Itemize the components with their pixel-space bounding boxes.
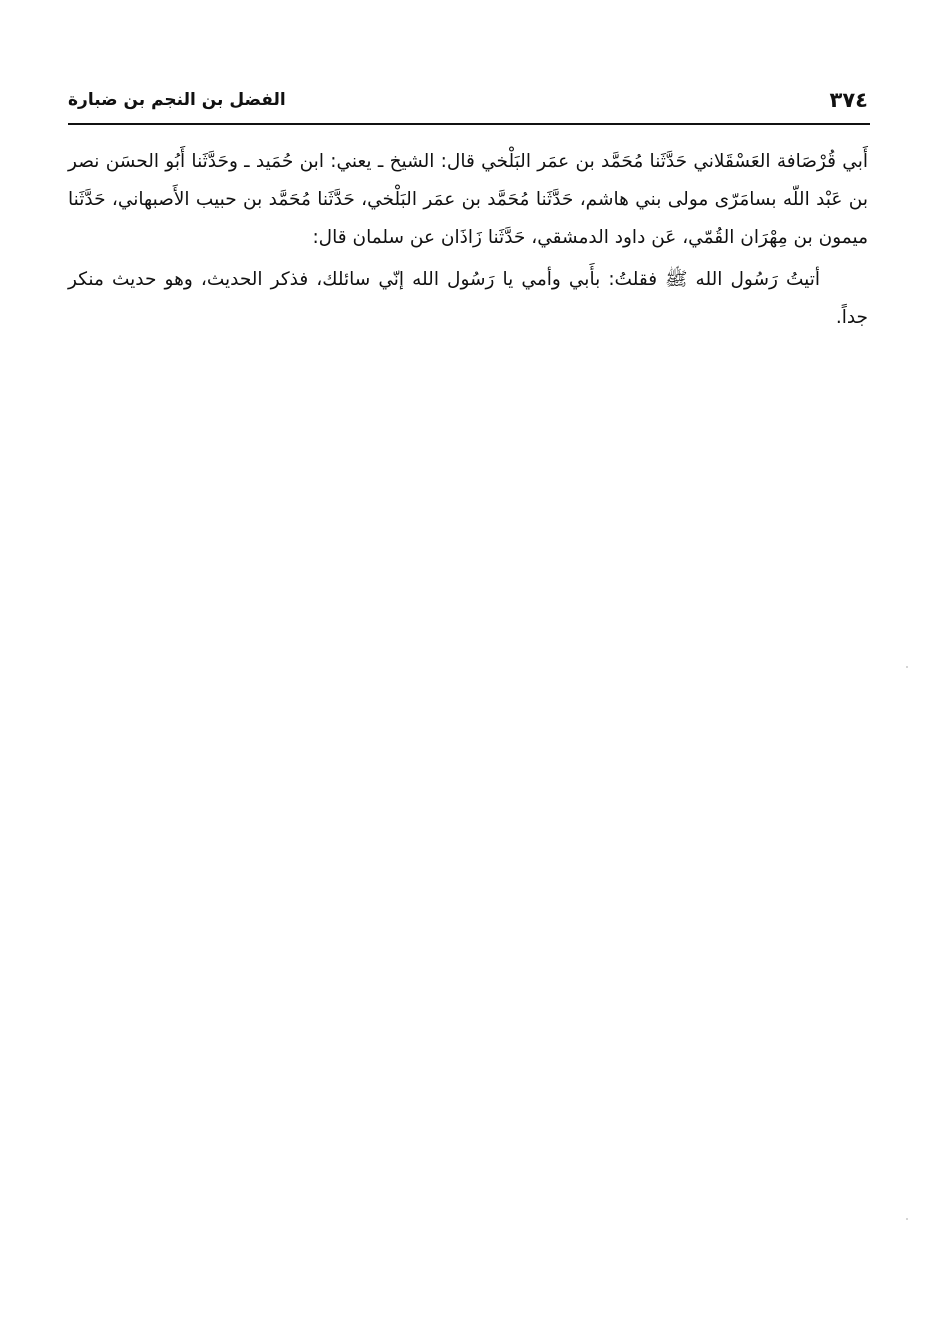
scan-speck xyxy=(906,666,908,668)
scan-speck xyxy=(906,1218,908,1220)
header-divider xyxy=(68,123,870,125)
page-header xyxy=(68,82,868,118)
page-number: ٣٧٤ xyxy=(829,88,868,112)
running-title: الفضل بن النجم بن ضبارة xyxy=(68,90,286,110)
paragraph-matn: أتيتُ رَسُول الله ﷺ فقلتُ: بأَبي وأمي يا رَسُول الله إنّي سائلك، فذكر الحديث، وهو حديث منكر جداً. xyxy=(68,269,868,328)
body-text xyxy=(68,143,868,337)
paragraph-isnad: أَبي قُرْصَافة العَسْقَلاني حَدَّثَنا مُحَمَّد بن عمَر البَلْخي قال: الشيخ ـ يعني: ابن حُمَيد ـ وحَدَّثَنا أَبُو الحسَن نصر بن عَبْد اللّه بسامَرّى مولى بني هاشم، حَدَّثَنا مُحَمَّد بن عمَر البَلْخي، حَدَّثَنا مُحَمَّد بن حبيب الأَصبهاني، حَدَّثَنا ميمون بن مِهْرَان القُمّي، عَن داود الدمشقي، حَدَّثَنا زَاذَان عن سلمان قال: xyxy=(68,151,868,248)
